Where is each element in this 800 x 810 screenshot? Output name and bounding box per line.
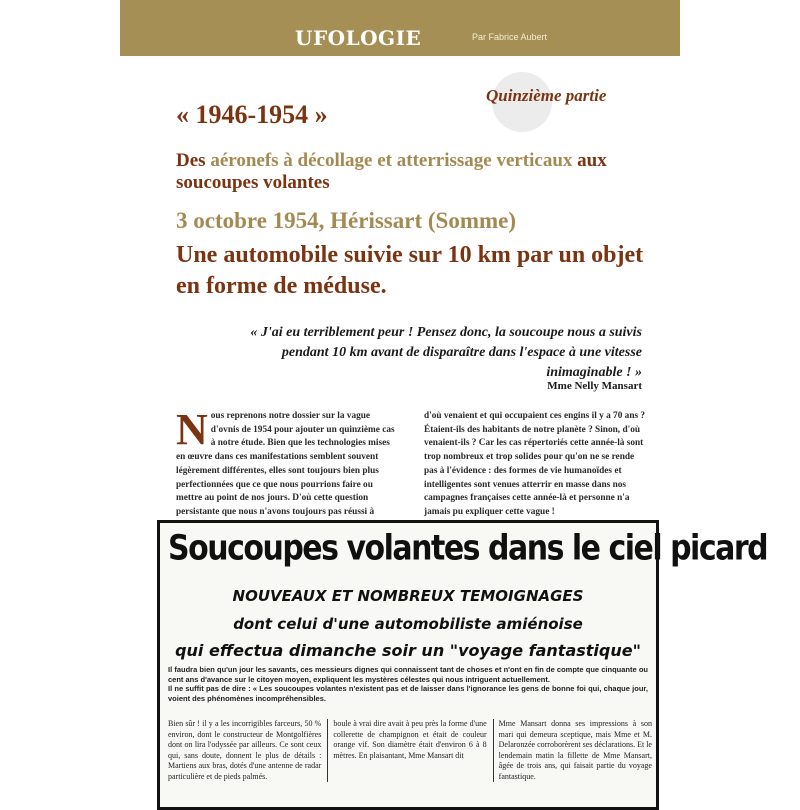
clipping-subhead-2: dont celui d'une automobiliste amiénoise [233, 615, 583, 633]
newspaper-clipping [157, 520, 768, 810]
clipping-intro-para-1: Il faudra bien qu'un jour les savants, ces messieurs dignes qui connaissent tant de choses et n'ont en fin de compte que cinquante ou cent ans d'avance sur le citoyen moyen, expliquent les mystères célestes qui nous intriguent actuellement. [168, 665, 648, 684]
clipping-columns [168, 719, 652, 782]
clipping-column-3: Mme Mansart donna ses impressions à son mari qui demeura sceptique, mais Mme et M. Delaronzée corroborèrent ses déclarations. Et le lendemain matin la fillette de Mme Mansart, âgée de trois ans, qui faisait partie du voyage fantastique. [493, 719, 652, 782]
pull-quote: « J'ai eu terriblement peur ! Pensez donc, la soucoupe nous a suivis pendant 10 km avant de disparaître dans l'espace à une vitesse inimaginable ! » [250, 325, 642, 380]
author-credit: Par Fabrice Aubert [471, 32, 547, 42]
clipping-subhead-3: qui effectua dimanche soir un "voyage fantastique" [175, 641, 641, 660]
clipping-intro [168, 665, 648, 703]
subtitle-part-3: aux soucoupes volantes [176, 150, 607, 193]
body-text-1: ous reprenons notre dossier sur la vague d'ovnis de 1954 pour ajouter un quinzième cas à notre étude. Bien que les technologies mises en œuvre dans ces manifestations semblent souvent légèrement différentes, elles sont toujours bien plus perfectionnées que ce que nous pourrions faire ou mettre au point de nos jours. D'où cette question persistante que nous n'avons toujours pas réussi à [176, 411, 395, 517]
quote-author: Mme Nelly Mansart [547, 380, 642, 392]
subtitle-part-2: aéronefs à décollage et atterrissage verticaux [210, 150, 573, 171]
part-label: Quinzième partie [486, 86, 607, 105]
section-title: UFOLOGIE [295, 26, 422, 50]
clipping-subhead-1: NOUVEAUX ET NOMBREUX TEMOIGNAGES [232, 587, 584, 605]
body-text-2: d'où venaient et qui occupaient ces engins il y a 70 ans ? Étaient-ils des habitants de notre planète ? Sinon, d'où venaient-ils ? Car les cas répertoriés cette année-là sont trop nombreux et trop solides pour qu'on ne se rende pas à l'évidence : des formes de vie humanoïdes et intelligentes sont venues atterrir en masse dans nos campagnes françaises cette année-là et personne n'a jamais pu expliquer cette vague ! [424, 411, 646, 517]
dateline: 3 octobre 1954, Hérissart (Somme) [176, 208, 517, 233]
subtitle-part-1: Des [176, 150, 206, 171]
body-column-2 [424, 410, 648, 520]
clipping-column-1: Bien sûr ! il y a les incorrigibles farceurs, 50 % environ, dont le constructeur de Montgolfières dont on lira l'odyssée par ailleurs. Ce sont ceux qui, sans doute, donnent le plus de détails : Martiens aux bras, dotés d'une antenne de radar particulière et de pieds palmés. [168, 719, 322, 781]
clipping-intro-para-2: Il ne suffit pas de dire : « Les soucoupes volantes n'existent pas et de laisser dans l'ignorance les gens de bonne foi qui, chaque jour, voient des phénomènes incompréhensibles. [168, 684, 648, 703]
clipping-title: Soucoupes volantes dans le ciel picard [168, 528, 768, 569]
years-title: « 1946-1954 » [176, 100, 328, 129]
headline: Une automobile suivie sur 10 km par un objet en forme de méduse. [176, 242, 644, 299]
body-column-1 [176, 405, 400, 533]
drop-cap: N [176, 405, 208, 454]
subtitle [176, 150, 616, 194]
header-bar [120, 0, 680, 56]
clipping-column-2: boule à vrai dire avait à peu près la forme d'une collerette de champignon et était de couleur orange vif. Son diamètre était d'environ 6 à 8 mètres. En plaisantant, Mme Mansart dit [327, 719, 486, 782]
